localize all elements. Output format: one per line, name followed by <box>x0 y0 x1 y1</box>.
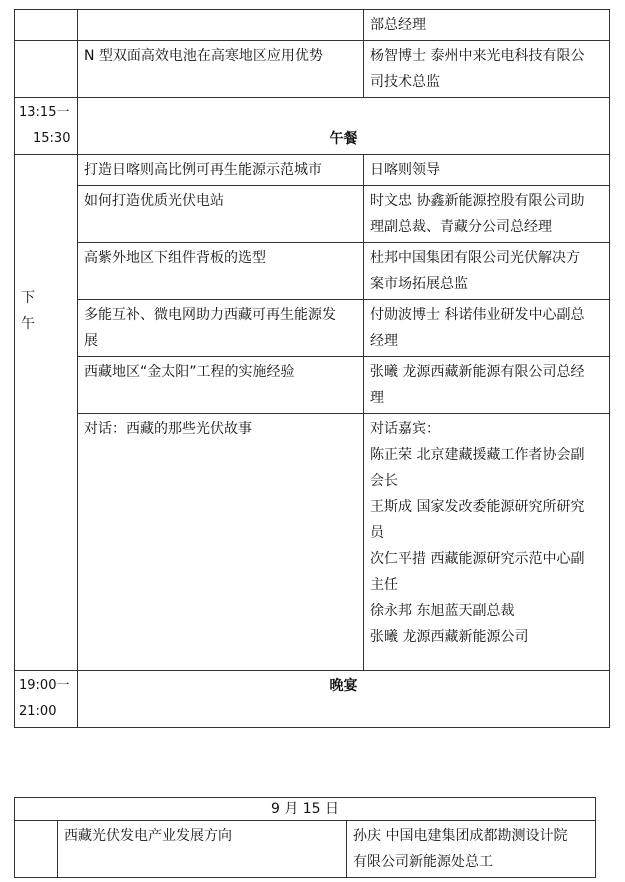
table-row <box>15 155 610 186</box>
topic-cell <box>78 357 364 414</box>
speaker-text: 案市场拓展总监 <box>370 276 468 292</box>
day2-schedule-table <box>14 797 596 878</box>
speaker-text: 理 <box>370 390 384 406</box>
topic-cell <box>78 10 364 41</box>
speaker-text: 经理 <box>370 333 398 349</box>
speaker-text: 付勋波博士 科诺伟业研发中心副总 <box>370 307 585 323</box>
speaker-text: 杜邦中国集团有限公司光伏解决方 <box>370 250 580 266</box>
time-cell <box>15 41 78 98</box>
speaker-text: 对话嘉宾： <box>370 421 440 437</box>
topic-cell <box>58 821 347 878</box>
speaker-text: 司技术总监 <box>370 74 440 90</box>
period-cell <box>15 155 78 671</box>
table-row <box>15 300 610 357</box>
topic-text: 多能互补、微电网助力西藏可再生能源发 <box>84 307 336 323</box>
period-label: 午 <box>21 316 35 332</box>
speaker-text: 理副总裁、青藏分公司总经理 <box>370 219 552 235</box>
lunch-time-end: 15:30 <box>33 131 71 146</box>
table-row <box>15 357 610 414</box>
topic-cell <box>78 186 364 243</box>
speaker-text: 会长 <box>370 473 398 489</box>
speaker-text: 日喀则领导 <box>370 162 440 178</box>
table-row <box>15 41 610 98</box>
speaker-text: 次仁平措 西藏能源研究示范中心副 <box>370 551 585 567</box>
speaker-cell <box>364 10 610 41</box>
speaker-cell <box>364 41 610 98</box>
speaker-cell <box>364 243 610 300</box>
topic-text: 高紫外地区下组件背板的选型 <box>84 250 266 266</box>
date-row <box>15 798 596 821</box>
topic-text: 如何打造优质光伏电站 <box>84 193 224 209</box>
time-cell <box>15 821 58 878</box>
dinner-row <box>15 671 610 728</box>
speaker-text: 孙庆 中国电建集团成都勘测设计院 <box>353 828 568 844</box>
table-row <box>15 243 610 300</box>
speaker-cell <box>364 300 610 357</box>
topic-cell <box>78 300 364 357</box>
speaker-text: 张曦 龙源西藏新能源公司 <box>370 629 529 645</box>
date-label: 9 月 15 日 <box>270 801 340 817</box>
speaker-text: 徐永邦 东旭蓝天副总裁 <box>370 603 515 619</box>
lunch-label-cell <box>78 98 610 155</box>
speaker-cell <box>364 155 610 186</box>
dinner-label: 晚宴 <box>329 678 358 694</box>
speaker-text: 王斯成 国家发改委能源研究所研究 <box>370 499 585 515</box>
dinner-time-cell <box>15 671 78 728</box>
topic-text: 展 <box>84 333 98 349</box>
speaker-text: 部总经理 <box>370 17 426 33</box>
dinner-time-end: 21:00 <box>19 704 57 719</box>
speaker-text: 主任 <box>370 577 398 593</box>
lunch-row <box>15 98 610 155</box>
speaker-cell <box>347 821 596 878</box>
time-cell <box>15 10 78 41</box>
topic-cell <box>78 155 364 186</box>
speaker-text: 杨智博士 泰州中来光电科技有限公 <box>370 48 585 64</box>
topic-text: 西藏地区“金太阳”工程的实施经验 <box>84 364 295 380</box>
date-cell <box>15 798 596 821</box>
table-row <box>15 414 610 671</box>
topic-text: 打造日喀则高比例可再生能源示范城市 <box>84 162 322 178</box>
topic-text: 西藏光伏发电产业发展方向 <box>64 828 232 844</box>
topic-text: N 型双面高效电池在高寒地区应用优势 <box>84 48 323 64</box>
table-row <box>15 821 596 878</box>
speaker-text: 时文忠 协鑫新能源控股有限公司助 <box>370 193 585 209</box>
topic-text: 对话：西藏的那些光伏故事 <box>84 421 252 437</box>
topic-cell <box>78 243 364 300</box>
speaker-text: 有限公司新能源处总工 <box>353 854 493 870</box>
lunch-time-start: 13:15一 <box>19 105 70 120</box>
speaker-cell <box>364 357 610 414</box>
topic-cell <box>78 414 364 671</box>
table-row <box>15 186 610 243</box>
lunch-time-cell <box>15 98 78 155</box>
period-label: 下 <box>21 290 35 306</box>
speaker-cell <box>364 414 610 671</box>
dinner-label-cell <box>78 671 610 728</box>
afternoon-schedule-table <box>14 9 610 728</box>
dinner-time-start: 19:00一 <box>19 678 70 693</box>
lunch-label: 午餐 <box>329 131 358 147</box>
speaker-text: 陈正荣 北京建藏援藏工作者协会副 <box>370 447 585 463</box>
speaker-text: 员 <box>370 525 384 541</box>
speaker-cell <box>364 186 610 243</box>
table-row <box>15 10 610 41</box>
speaker-text: 张曦 龙源西藏新能源有限公司总经 <box>370 364 585 380</box>
topic-cell <box>78 41 364 98</box>
